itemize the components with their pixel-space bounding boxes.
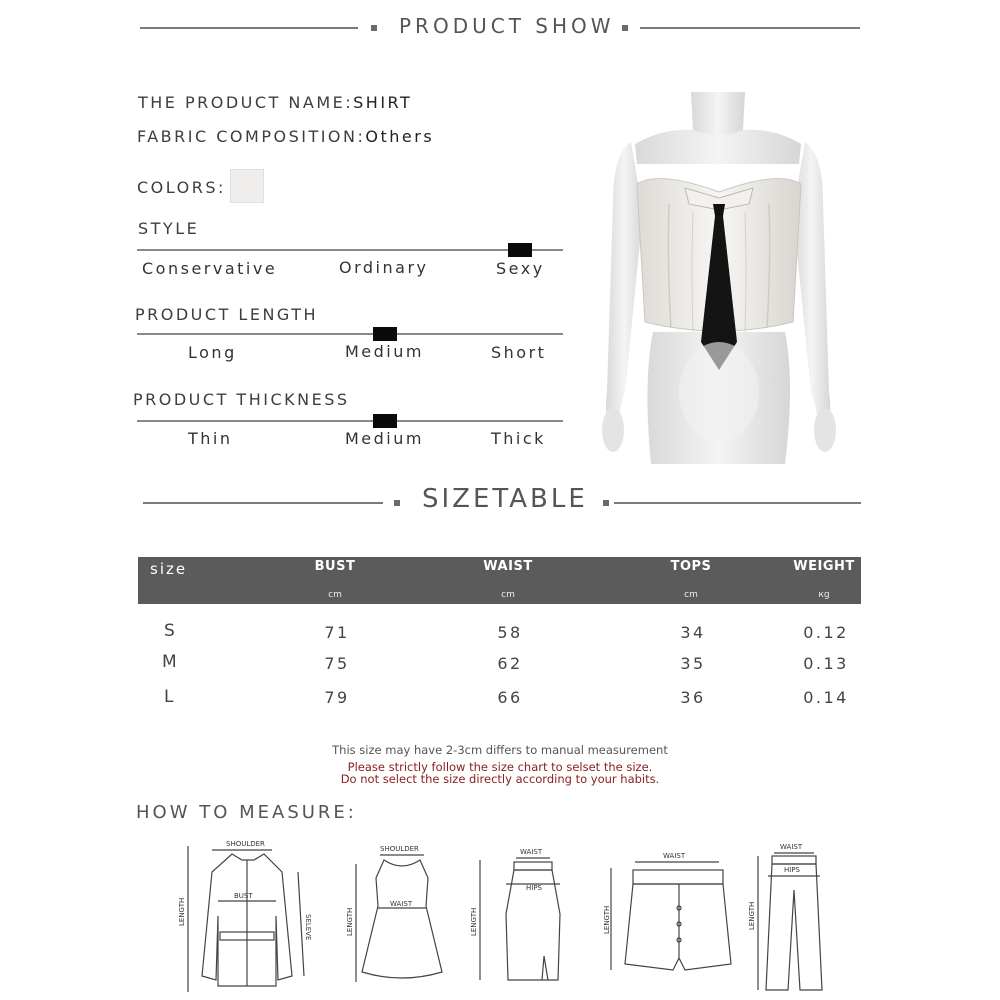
product-show-rule-right [640,27,860,29]
fabric-label: FABRIC COMPOSITION: [137,127,366,146]
table-row-size-l: L [164,687,174,707]
product-show-dot-right [622,25,628,31]
skirt-hips-label: HIPS [526,884,542,892]
waist-unit: cm [501,590,515,600]
shirt-measure-sketch [172,836,322,996]
waist-column-header: WAIST [483,559,533,574]
table-cell-s-tops: 34 [680,623,706,642]
shirt-bust-label: BUST [234,892,253,900]
length-title: PRODUCT LENGTH [135,305,319,324]
product-name-row [138,93,412,112]
weight-column-header: WEIGHT [793,559,855,574]
skirt-length-label: LENGTH [470,907,478,936]
thickness-scale-line [137,420,563,422]
table-row-size-s: S [164,621,175,641]
color-swatch[interactable] [230,169,264,203]
sizetable-rule-left [143,502,383,504]
style-title: STYLE [138,219,200,238]
length-label-long: Long [188,343,237,362]
size-note: This size may have 2-3cm differs to manual measurement [332,743,668,757]
thickness-label-thin: Thin [188,429,233,448]
product-show-dot-left [371,25,377,31]
length-scale-line [137,333,563,335]
shirt-length-label: LENGTH [178,897,186,926]
style-scale-line [137,249,563,251]
size-warning-1: Please strictly follow the size chart to selset the size. [347,760,653,774]
pants-length-label: LENGTH [748,901,756,930]
thickness-label-medium: Medium [345,429,424,448]
style-label-sexy: Sexy [496,259,545,278]
dress-measure-sketch [342,842,452,992]
shorts-measure-sketch [603,848,738,978]
tops-unit: cm [684,590,698,600]
sizetable-dot-left [394,500,400,506]
thickness-scale-marker [373,414,397,428]
table-cell-m-waist: 62 [497,654,523,673]
length-scale-marker [373,327,397,341]
thickness-title: PRODUCT THICKNESS [133,390,350,409]
how-to-measure-title: HOW TO MEASURE: [136,802,357,823]
product-name-label: THE PRODUCT NAME: [138,93,354,112]
dress-shoulder-label: SHOULDER [380,845,419,853]
size-table-header [138,557,861,604]
thickness-label-thick: Thick [491,429,546,448]
product-name-value: SHIRT [353,93,413,112]
fabric-value: Others [365,127,435,146]
bust-column-header: BUST [314,559,356,574]
table-cell-s-waist: 58 [497,623,523,642]
table-cell-m-weight: 0.13 [803,654,849,673]
dress-waist-label: WAIST [390,900,413,908]
product-show-rule-left [140,27,358,29]
table-cell-s-bust: 71 [324,623,350,642]
skirt-waist-label: WAIST [520,848,543,856]
shorts-waist-label: WAIST [663,852,686,860]
sizetable-rule-right [614,502,861,504]
table-cell-l-tops: 36 [680,688,706,707]
product-show-title: PRODUCT SHOW [399,14,615,38]
table-cell-m-tops: 35 [680,654,706,673]
shirt-shoulder-label: SHOULDER [226,840,265,848]
shorts-length-label: LENGTH [603,905,611,934]
table-row-size-m: M [162,652,177,672]
fabric-row [137,127,434,146]
pants-waist-label: WAIST [780,843,803,851]
colors-label: COLORS: [137,178,226,197]
size-warning-2: Do not select the size directly according to your habits. [340,772,660,786]
pants-measure-sketch [748,840,838,996]
shirt-sleeve-label: SELEVE [304,914,312,941]
style-label-conservative: Conservative [142,259,278,278]
pants-hips-label: HIPS [784,866,800,874]
mannequin-illustration [573,92,865,464]
dress-length-label: LENGTH [346,907,354,936]
sizetable-title: SIZETABLE [422,484,588,514]
length-label-short: Short [491,343,547,362]
weight-unit: кg [818,590,830,600]
table-cell-s-weight: 0.12 [803,623,849,642]
size-column-header: size [150,560,188,578]
bust-unit: cm [328,590,342,600]
product-photo [573,92,865,464]
style-label-ordinary: Ordinary [339,258,429,277]
sizetable-dot-right [603,500,609,506]
skirt-measure-sketch [470,844,580,994]
table-cell-l-bust: 79 [324,688,350,707]
length-label-medium: Medium [345,342,424,361]
table-cell-m-bust: 75 [324,654,350,673]
table-cell-l-waist: 66 [497,688,523,707]
style-scale-marker [508,243,532,257]
table-cell-l-weight: 0.14 [803,688,849,707]
tops-column-header: TOPS [670,559,712,574]
